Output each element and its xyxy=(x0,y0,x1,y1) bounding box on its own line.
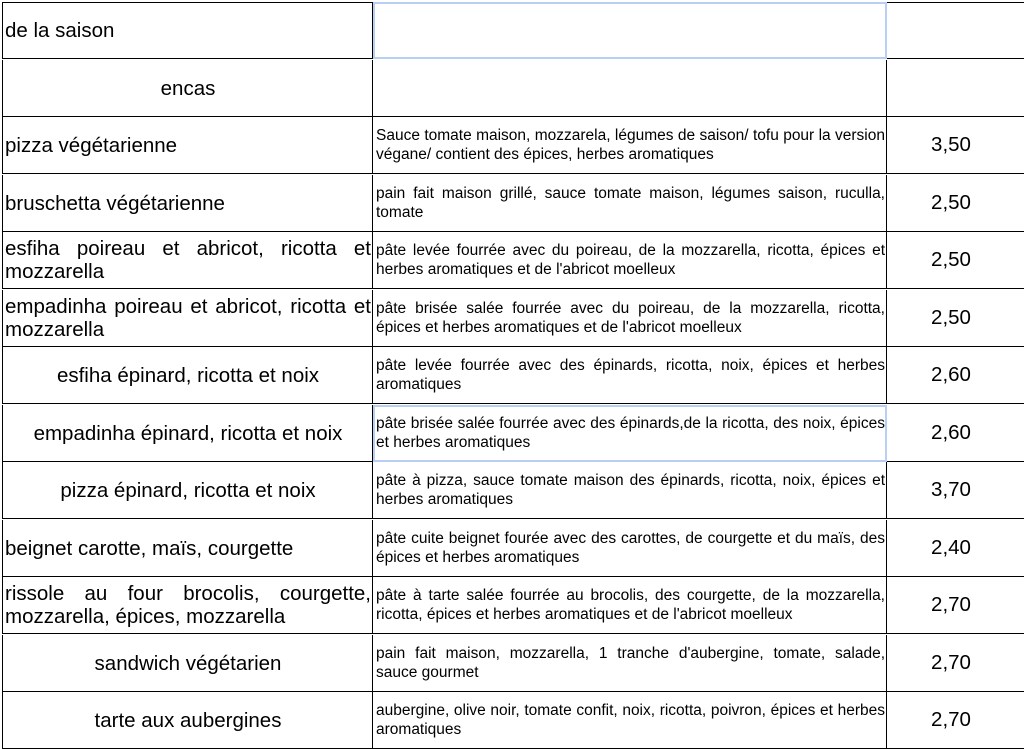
item-price-cell[interactable] xyxy=(887,462,1024,519)
item-name: esfiha épinard, ricotta et noix xyxy=(56,363,320,387)
item-price-cell[interactable] xyxy=(887,347,1024,404)
item-description: aubergine, olive noir, tomate confit, noix, ricotta, poivron, épices et herbes aromatiques xyxy=(376,702,885,738)
item-price: 2,50 xyxy=(931,306,971,329)
table-row xyxy=(2,175,1024,232)
item-description-cell[interactable] xyxy=(373,117,887,174)
item-name-cell[interactable] xyxy=(2,347,373,404)
item-description-cell[interactable] xyxy=(373,405,887,462)
item-price: 2,60 xyxy=(931,363,971,386)
item-name-cell[interactable] xyxy=(2,520,373,577)
item-name-cell[interactable] xyxy=(2,290,373,347)
table-row xyxy=(2,520,1024,577)
table-row xyxy=(2,405,1024,462)
item-description: pâte levée fourrée avec du poireau, de la mozzarella, ricotta, épices et herbes aromatiques et de l'abricot moelleux xyxy=(376,242,885,278)
item-name-cell[interactable] xyxy=(2,117,373,174)
item-price: 2,70 xyxy=(931,651,971,674)
item-description-cell[interactable] xyxy=(373,347,887,404)
item-description-cell[interactable] xyxy=(373,232,887,289)
item-name-cell[interactable] xyxy=(2,2,373,59)
item-description-cell[interactable] xyxy=(373,520,887,577)
item-price: 2,70 xyxy=(931,593,971,616)
item-price: 2,40 xyxy=(931,536,971,559)
item-price-cell[interactable] xyxy=(887,520,1024,577)
item-price-cell[interactable] xyxy=(887,60,1024,117)
item-name-cell[interactable] xyxy=(2,462,373,519)
table-row xyxy=(2,692,1024,749)
item-name: beignet carotte, maïs, courgette xyxy=(5,536,294,560)
item-description: Sauce tomate maison, mozzarela, légumes de saison/ tofu pour la version végane/ contient des épices, herbes aromatiques xyxy=(376,127,885,163)
item-price-cell[interactable] xyxy=(887,635,1024,692)
table-row xyxy=(2,2,1024,59)
item-description: pâte brisée salée fourrée avec du poireau, de la mozzarella, ricotta, épices et herbes aromatiques et de l'abricot moelleux xyxy=(376,300,885,336)
item-name: sandwich végétarien xyxy=(94,651,282,675)
item-price-cell[interactable] xyxy=(887,405,1024,462)
item-price: 3,70 xyxy=(931,478,971,501)
item-description: pain fait maison, mozzarella, 1 tranche d'aubergine, tomate, salade, sauce gourmet xyxy=(376,645,885,681)
item-name-cell[interactable] xyxy=(2,635,373,692)
item-price-cell[interactable] xyxy=(887,232,1024,289)
item-name: pizza épinard, ricotta et noix xyxy=(60,478,316,502)
item-name: bruschetta végétarienne xyxy=(5,191,225,215)
item-name-cell[interactable] xyxy=(2,175,373,232)
item-price-cell[interactable] xyxy=(887,577,1024,634)
item-description: pâte cuite beignet fourée avec des carottes, de courgette et du maïs, des épices et herbes aromatiques xyxy=(376,530,885,566)
item-description-cell[interactable] xyxy=(373,577,887,634)
item-price-cell[interactable] xyxy=(887,692,1024,749)
item-description-cell[interactable] xyxy=(373,290,887,347)
item-price-cell[interactable] xyxy=(887,2,1024,59)
item-name: esfiha poireau et abricot, ricotta et mozzarella xyxy=(5,237,371,283)
menu-spreadsheet xyxy=(2,2,1024,747)
table-row xyxy=(2,635,1024,692)
item-name: pizza végétarienne xyxy=(5,133,178,157)
item-price: 2,50 xyxy=(931,191,971,214)
item-price-cell[interactable] xyxy=(887,175,1024,232)
item-description: pâte levée fourrée avec des épinards, ricotta, noix, épices et herbes aromatiques xyxy=(376,357,885,393)
table-row xyxy=(2,232,1024,289)
item-name-cell[interactable] xyxy=(2,405,373,462)
table-row xyxy=(2,290,1024,347)
item-name-cell[interactable] xyxy=(2,232,373,289)
item-description: pain fait maison grillé, sauce tomate maison, légumes saison, rucullа, tomate xyxy=(376,185,885,221)
item-description-cell[interactable] xyxy=(373,2,887,59)
item-name: empadinha épinard, ricotta et noix xyxy=(33,421,343,445)
item-description: pâte brisée salée fourrée avec des épinards,de la ricotta, des noix, épices et herbes aromatiques xyxy=(376,415,885,451)
item-price: 3,50 xyxy=(931,133,971,156)
item-description-cell[interactable] xyxy=(373,462,887,519)
item-description: pâte à tarte salée fourrée au brocolis, des courgette, de la mozzarella, ricotta, épices et herbes aromatiques et de l'abricot moelleux xyxy=(376,587,885,623)
item-description-cell[interactable] xyxy=(373,60,887,117)
item-description: pâte à pizza, sauce tomate maison des épinards, ricotta, noix, épices et herbes aromatiques xyxy=(376,472,885,508)
item-description-cell[interactable] xyxy=(373,635,887,692)
table-row xyxy=(2,347,1024,404)
item-name: de la saison xyxy=(5,19,115,42)
item-name: encas xyxy=(160,76,216,100)
item-price: 2,50 xyxy=(931,248,971,271)
item-name: empadinha poireau et abricot, ricotta et mozzarella xyxy=(5,295,371,341)
item-name: rissole au four brocolis, courgette, mozzarella, épices, mozzarella xyxy=(5,582,371,628)
table-row xyxy=(2,117,1024,174)
item-price-cell[interactable] xyxy=(887,117,1024,174)
table-row xyxy=(2,60,1024,117)
item-description-cell[interactable] xyxy=(373,175,887,232)
item-description-cell[interactable] xyxy=(373,692,887,749)
item-name: tarte aux aubergines xyxy=(94,708,282,732)
table-row xyxy=(2,462,1024,519)
item-price: 2,70 xyxy=(931,708,971,731)
item-price-cell[interactable] xyxy=(887,290,1024,347)
item-name-cell[interactable] xyxy=(2,577,373,634)
table-row xyxy=(2,577,1024,634)
item-name-cell[interactable] xyxy=(2,60,373,117)
item-price: 2,60 xyxy=(931,421,971,444)
item-name-cell[interactable] xyxy=(2,692,373,749)
